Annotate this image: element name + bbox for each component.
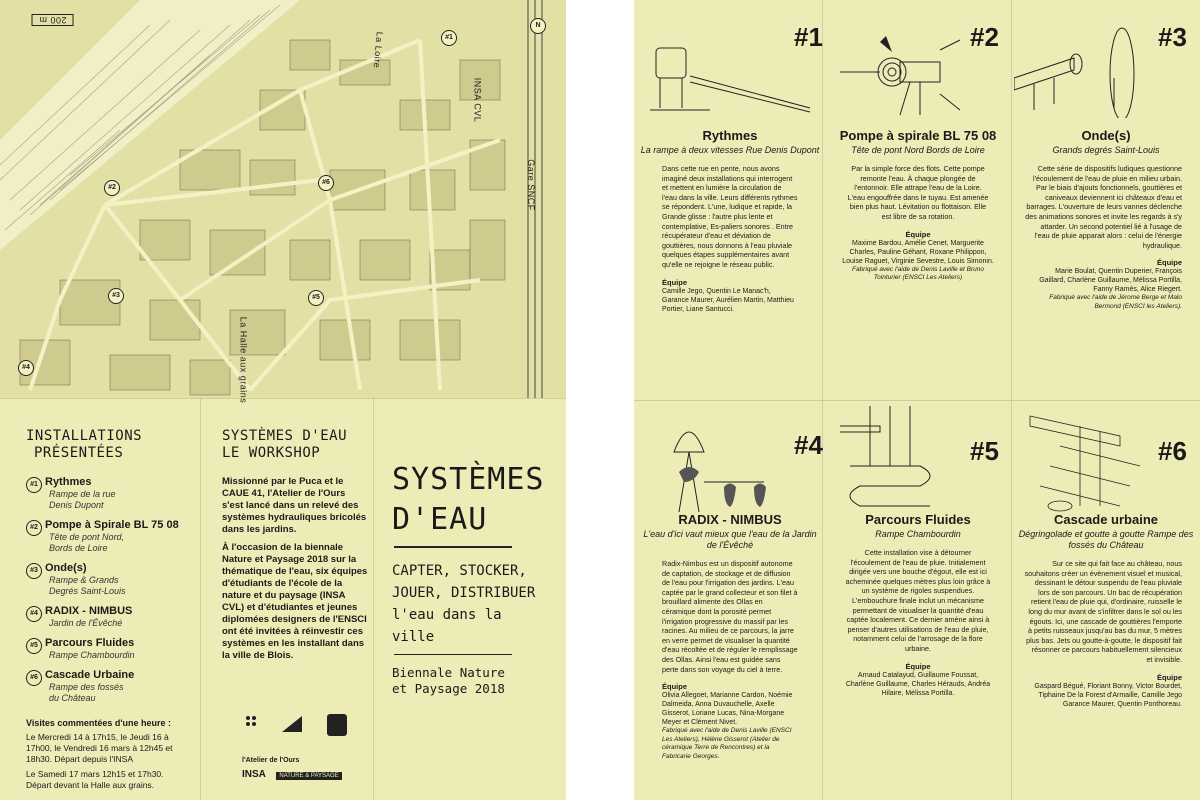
cover-title [392,460,552,540]
team-text: Olivia Allegoet, Marianne Cardon, Noémie Dalmeida, Anna Duvauchelle, Axelle Gisserot, Loriane Lucas, Nina-Morgane Meyer et Clément Nivet. [662,692,793,727]
badge-icon: #2 [26,520,42,536]
installation-item-4[interactable] [26,605,186,629]
team-text: Marie Boulat, Quentin Duperier, François Gaillard, Charlène Guillaume, Mélissa Portilla, Fanny Ramès, Alice Riegert. [1039,268,1182,294]
installation-place: Rampe Chambourdin [49,650,135,660]
map-marker-4[interactable]: #4 [18,360,34,376]
fold-line [200,398,201,800]
team-credit: Fabriqué avec l'aide de Denis Laville (ENSCI Les Ateliers), Hélène Gisserot (Atelier de céramique Terre de Rencontres) et la Fabricarie Georges. [662,727,792,760]
cover-title-line1: SYSTÈMES [392,462,545,497]
team-title: Équipe [905,661,931,671]
panel-body: Radix-Nimbus est un dispositif autonome de captation, de stockage et de diffusion de l'eau pour l'irrigation des jardins. L'eau captée par le grand collecteur et son filet à brouillard alimente des Ollas en céramique dont la porosité permet l'irrigation progressive du massif par les racines. Au milieu de ce parcours, la jarre en verre permet de visualiser la quantité d'eau récoltée et de réguler le remplissage des Ollas. Ainsi l'eau est guidée sans perte dans son voyage du ciel à terre. [662,559,798,674]
installation-item-2[interactable] [26,519,186,554]
team-text: Camille Jego, Quentin Le Manac'h, Garance Maurer, Aurélien Martin, Matthieu Portier, Liane Santucci. [662,287,794,313]
north-arrow-icon: N [530,18,546,34]
badge-icon: #4 [26,606,42,622]
installation-name: Cascade Urbaine [45,669,135,681]
map-label-gare: Gare SNCF [525,159,536,211]
installation-place: Bords de Loire [49,543,108,553]
fold-line [0,398,566,399]
team-text: Maxime Bardou, Amélie Cenet, Marguerite Charles, Pauline Géhant, Roxane Philippon, Louise Raguet, Virginie Sevestre, Louis Simonin. [842,239,994,265]
visits-text: Le Mercredi 14 à 17h15, le Jeudi 16 à 17h00, le Vendredi 16 mars à 12h45 et 18h30. Départ depuis l'INSA [26,732,173,764]
team-credit: Fabriqué avec l'aide de Denis Laville et Bruno Tointurier (ENSCI Les Ateliers) [851,265,985,282]
panel-subtitle: Grands degrés Saint-Louis [1052,145,1160,155]
installation-item-3[interactable] [26,562,186,597]
workshop-text [222,476,368,662]
panel-radix[interactable] [638,512,822,761]
panel-ondes[interactable] [1014,128,1198,311]
divider [394,546,512,548]
illustration-parcours [840,406,960,521]
workshop-column [222,428,368,668]
cover-biennale [392,665,552,697]
installations-title [26,428,186,462]
installation-name: Parcours Fluides [45,637,135,649]
panel-number: #5 [970,436,999,466]
logo-nature-paysage: NATURE & PAYSAGE [276,772,341,780]
cascade-illustration-icon [1020,406,1150,516]
badge-icon: #1 [26,477,42,493]
left-sheet [0,0,566,800]
installation-item-6[interactable] [26,669,186,704]
workshop-paragraph: Missionné par le Puca et le CAUE 41, l'Atelier de l'Ours s'est lancé dans un relevé des systèmes hydrauliques bricolés dans les jardins. [222,476,367,535]
panel-title: Onde(s) [1081,128,1131,143]
installation-item-5[interactable] [26,637,186,661]
panel-title: RADIX - NIMBUS [678,512,782,527]
panel-title: Rythmes [702,128,758,143]
team-text: Gaspard Bégué, Floriant Bonny, Victor Bourdet, Tiphaine De la Forest d'Armaille, Camille Jego Garance Maurer, Quentin Ponthoreau. [1034,682,1182,708]
panel-number: #4 [794,430,823,460]
panel-title: Parcours Fluides [865,512,971,527]
biennale-line: et Paysage 2018 [392,681,505,696]
panel-subtitle: La rampe à deux vitesses Rue Denis Dupont [640,145,820,155]
badge-icon: #6 [26,670,42,686]
logo-insa: INSA [242,769,266,780]
team-title: Équipe [662,277,688,287]
panel-title: Cascade urbaine [1053,512,1159,527]
installation-place: Rampe & Grands [49,575,119,585]
panel-body: Par la simple force des flots. Cette pompe remonte l'eau. À chaque plongée de l'entonnoir. Elle attrape l'eau de la Loire. L'eau engouffrée dans le tuyau. Est amenée bien plus haut. Lévitation ou flottaison. Elle est libre de sa rotation. [847,164,989,221]
map-marker-1[interactable]: #1 [441,30,457,46]
team-title: Équipe [662,682,688,692]
badge-icon: #5 [26,638,42,654]
map-marker-3[interactable]: #3 [108,288,124,304]
installation-place: Tête de pont Nord, [49,532,125,542]
map-scale: 200 m [32,14,74,26]
biennale-line: Biennale Nature [392,665,505,680]
installation-place: Jardin de l'Évêché [49,618,123,628]
map-marker-2[interactable]: #2 [104,180,120,196]
panel-number: #2 [970,22,999,52]
installation-place: du Château [49,693,96,703]
installation-place: Degrés Saint-Louis [49,586,126,596]
map-streets [0,0,566,398]
panel-cascade[interactable] [1014,512,1198,709]
cover-title-line2: D'EAU [392,502,488,537]
gutter-illustration-icon [1014,18,1154,118]
badge-icon: #3 [26,563,42,579]
visits-text: Le Samedi 17 mars 12h15 et 17h30. Départ devant la Halle aux grains. [26,769,164,790]
team-credit: Fabriqué avec l'aide de Jérome Berge et Malo Bermond (ENSCI les Ateliers). [1049,294,1182,310]
panel-body: Cette série de dispositifs ludiques questionne l'écoulement de l'eau de pluie en milieu urbain. Par le biais d'ajouts fonctionnels, gouttières et caniveaux deviennent ici châteaux d'eau et barrages. L'ouverture de leurs vannes déclenche des animations sonores et invite les regards à s'y attarder. Un second potentiel lié à l'usage de l'eau de pluie apparait alors : celui de l'énergie hydraulique. [1025,164,1182,250]
fold-line [822,0,823,800]
panel-subtitle: L'eau d'ici vaut mieux que l'eau de la Jardin de l'Évêché [643,529,817,550]
logo-atelier: l'Atelier de l'Ours [242,757,300,764]
right-sheet [634,0,1200,800]
spiral-pump-icon [840,30,980,120]
installation-name: Rythmes [45,476,92,488]
installation-place: Rampe de la rue [49,489,116,499]
panel-parcours[interactable] [826,512,1010,698]
team-title: Équipe [905,229,931,239]
divider [394,654,512,656]
partner-logos [242,712,366,794]
panel-body: Dans cette rue en pente, nous avons imaginé deux installations qui interrogent et mettent en lumière la circulation de l'eau dans la ville. Leurs différents rythmes se répondent. L'une, ludique et rapide, la Grande glisse : l'autre plus lente et contemplative, Es-paliers sonores . Entre récupérateur d'eau et déviation de gouttières, nous donnons à l'eau pluviale quelques étapes supplémentaires avant qu'elle ne rejoigne le réseau public. [662,164,798,269]
cover-column [392,460,552,697]
panel-number: #3 [1158,22,1187,52]
map-marker-6[interactable]: #6 [318,175,334,191]
installation-item-1[interactable] [26,476,186,511]
workshop-title-line1: SYSTÈMES D'EAU [222,428,348,444]
installation-name: Onde(s) [45,562,87,574]
channel-illustration-icon [840,406,960,516]
workshop-paragraph: À l'occasion de la biennale Nature et Paysage 2018 sur la thématique de l'eau, six équipes d'étudiants de l'école de la nature et du paysage (INSA CVL) et d'étudiantes et jeunes diplomées designers de l'ENSCI ont été invitées à réinvestir ces systèmes en les installant dans la ville de Blois. [222,542,368,661]
installation-name: Pompe à Spirale BL 75 08 [45,519,179,531]
team-text: Arnaud Catalayud, Guillaume Foussat, Charlène Guillaume, Charles Hérauds, Andréa Hilaire, Mélissa Portilla. [845,671,991,697]
panel-subtitle: Dégringolade et goutte à goutte Rampe des fossés du Château [1018,529,1194,550]
panel-rythmes[interactable] [638,128,822,314]
panel-number: #1 [794,22,823,52]
illustration-cascade [1020,406,1150,521]
team-title: Équipe [1156,672,1182,682]
map-label-halle: La Halle aux grains [238,316,249,404]
map [0,0,566,404]
map-marker-5[interactable]: #5 [308,290,324,306]
fold-line [634,400,1200,401]
fog-net-icon [654,412,794,522]
installation-place: Denis Dupont [49,500,104,510]
panel-number: #6 [1158,436,1187,466]
fold-line [373,398,374,800]
installation-place: Rampe des fossés [49,682,124,692]
tagline-line: CAPTER, STOCKER, [392,562,527,579]
workshop-title [222,428,368,462]
installations-title-line2: PRÉSENTÉES [34,445,124,461]
panel-subtitle: Tête de pont Nord Bords de Loire [851,145,985,155]
panel-body: Cette installation vise à détourner l'écoulement de l'eau de pluie. Initialement dirigée vers une bouche d'égout, elle est ici acheminée quelques mètres plus loin grâce à un système de rigoles suspendues. L'embouchure finale inclut un mécanisme permettant de visualiser la quantité d'eau captée localement. Ce dernier amène ainsi à penser d'autres utilisations de l'eau de pluie, notamment celui de l'arrosage de la flore urbaine. [845,548,991,653]
illustration-pompe [840,30,980,125]
illustration-ondes [1014,18,1154,123]
panel-title: Pompe à spirale BL 75 08 [839,128,997,143]
panel-body: Sur ce site qui fait face au château, nous souhaitons créer un évènement visuel et musical, dessinant le détour suspendu de l'eau pluviale lors de son parcours. Un bac de récupération retient l'eau de pluie qui, d'ordinaire, ruisselle le long du mur avant de s'infiltrer dans le sol ou les égouts. Ici, une cascade de gouttières l'emporte à petits ruisseaux jusqu'au bas du mur, 5 mètres plus bas. Jets ou goutte-à-goutte, le dispositif fait résonner ce parcours habituellement silencieux et invisible. [1024,559,1182,664]
tagline-line: l'eau dans la ville [392,606,502,645]
installations-title-line1: INSTALLATIONS [26,428,143,444]
team-title: Équipe [1156,258,1182,268]
map-label-insa: INSA CVL [472,77,483,123]
installation-name: RADIX - NIMBUS [45,605,133,617]
workshop-title-line2: LE WORKSHOP [222,445,321,461]
map-label-loire: La Loire [371,31,385,69]
panel-pompe[interactable] [826,128,1010,283]
installations-column [26,428,186,791]
tagline-line: JOUER, DISTRIBUER [392,584,536,601]
panel-subtitle: Rampe Chambourdin [875,529,961,539]
illustration-radix [654,412,794,527]
cover-tagline [392,560,552,648]
logo-icons [242,712,366,752]
visits-title: Visites commentées d'une heure : [26,718,172,728]
fold-line [1011,0,1012,800]
